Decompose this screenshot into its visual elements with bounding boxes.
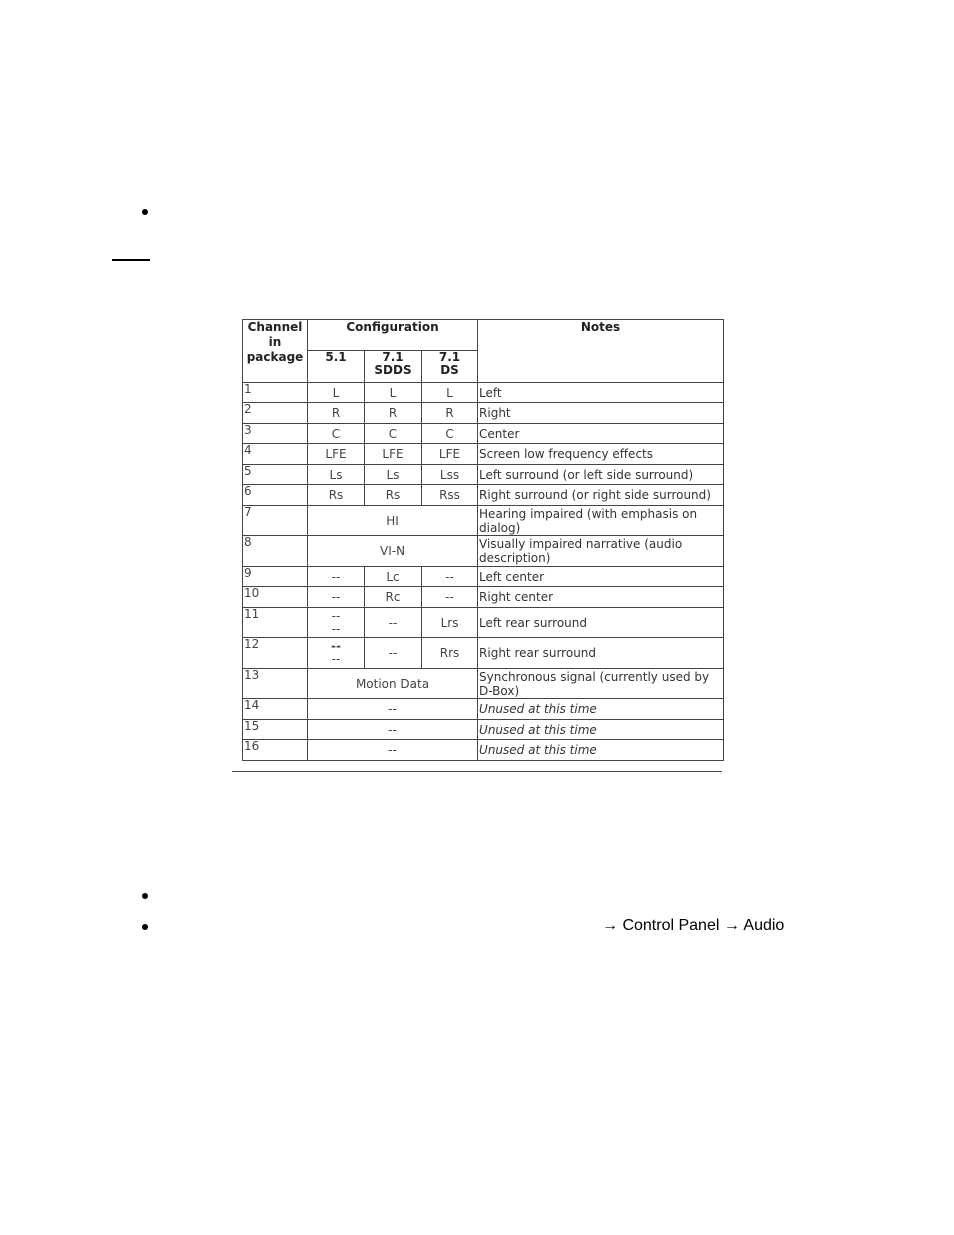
config-ds-value: --	[422, 567, 478, 587]
channel-note: Visually impaired narrative (audio description)	[478, 536, 724, 567]
config-5-1-value-line-2: --	[331, 652, 341, 666]
table-row	[243, 608, 724, 638]
table-row	[243, 424, 724, 444]
channel-note: Center	[478, 424, 724, 444]
channel-configuration-table-figure	[242, 319, 723, 761]
channel-note: Right	[478, 403, 724, 424]
channel-number: 7	[243, 506, 308, 536]
config-5-1-value	[308, 608, 365, 638]
table-row	[243, 699, 724, 720]
bullet-text-control-panel-audio: → Control Panel → Audio	[602, 917, 785, 934]
channel-number: 15	[243, 720, 308, 740]
header-config-7-1-sdds	[365, 351, 422, 383]
config-5-1-value: R	[308, 403, 365, 424]
config-sdds-value: Lc	[365, 567, 422, 587]
table-row	[243, 465, 724, 485]
config-sdds-value: Rc	[365, 587, 422, 608]
config-sdds-value: LFE	[365, 444, 422, 465]
channel-note: Left surround (or left side surround)	[478, 465, 724, 485]
channel-note: Unused at this time	[478, 740, 724, 761]
channel-number: 1	[243, 383, 308, 403]
header-config-7-1-ds	[422, 351, 478, 383]
table-row	[243, 720, 724, 740]
table-row	[243, 740, 724, 761]
config-5-1-value-line-2: --	[331, 621, 341, 636]
header-config-7-1-ds-label: 7.1 DS	[438, 350, 461, 377]
config-5-1-value: C	[308, 424, 365, 444]
config-sdds-value: L	[365, 383, 422, 403]
table-row	[243, 506, 724, 536]
table-row	[243, 638, 724, 669]
config-sdds-value: C	[365, 424, 422, 444]
channel-number: 16	[243, 740, 308, 761]
header-configuration: Configuration	[308, 320, 478, 351]
bullet-marker-top	[142, 209, 148, 215]
config-5-1-value: L	[308, 383, 365, 403]
config-all-value: --	[308, 740, 478, 761]
channel-note: Synchronous signal (currently used by D-Box)	[478, 669, 724, 699]
table-row	[243, 567, 724, 587]
channel-note: Unused at this time	[478, 699, 724, 720]
channel-number: 12	[243, 638, 308, 669]
channel-note: Left center	[478, 567, 724, 587]
channel-number: 4	[243, 444, 308, 465]
channel-configuration-table	[242, 319, 724, 761]
bullet-marker-1	[142, 893, 148, 899]
config-5-1-value: --	[308, 587, 365, 608]
channel-number: 13	[243, 669, 308, 699]
figure-bottom-rule	[232, 771, 722, 772]
channel-number: 2	[243, 403, 308, 424]
config-ds-value: L	[422, 383, 478, 403]
header-channel-in-package: Channel in package	[243, 320, 308, 383]
config-ds-value: --	[422, 587, 478, 608]
table-row	[243, 536, 724, 567]
config-ds-value: R	[422, 403, 478, 424]
config-ds-value: C	[422, 424, 478, 444]
channel-number: 11	[243, 608, 308, 638]
config-5-1-value: Ls	[308, 465, 365, 485]
config-sdds-value: R	[365, 403, 422, 424]
channel-note: Right surround (or right side surround)	[478, 485, 724, 506]
channel-note: Left rear surround	[478, 608, 724, 638]
config-ds-value: Rrs	[422, 638, 478, 669]
config-all-value: VI-N	[308, 536, 478, 567]
channel-note: Unused at this time	[478, 720, 724, 740]
channel-number: 9	[243, 567, 308, 587]
table-row	[243, 669, 724, 699]
table-header-row	[243, 320, 724, 351]
config-5-1-value-line-1: --	[331, 608, 341, 623]
table-row	[243, 403, 724, 424]
config-5-1-value	[308, 638, 365, 669]
channel-number: 10	[243, 587, 308, 608]
bullet-marker-2	[142, 924, 148, 930]
channel-number: 8	[243, 536, 308, 567]
channel-number: 14	[243, 699, 308, 720]
config-5-1-value: --	[308, 567, 365, 587]
channel-note: Screen low frequency effects	[478, 444, 724, 465]
table-row	[243, 444, 724, 465]
table-row	[243, 485, 724, 506]
config-5-1-value: Rs	[308, 485, 365, 506]
table-row	[243, 383, 724, 403]
config-all-value: --	[308, 720, 478, 740]
config-ds-value: Lrs	[422, 608, 478, 638]
channel-number: 6	[243, 485, 308, 506]
channel-number: 5	[243, 465, 308, 485]
underlined-label-fragment	[112, 259, 150, 261]
channel-note: Right center	[478, 587, 724, 608]
channel-note: Right rear surround	[478, 638, 724, 669]
header-config-5-1: 5.1	[308, 351, 365, 383]
header-notes: Notes	[478, 320, 724, 383]
config-ds-value: Lss	[422, 465, 478, 485]
config-sdds-value: --	[365, 608, 422, 638]
config-ds-value: Rss	[422, 485, 478, 506]
channel-note: Hearing impaired (with emphasis on dialog)	[478, 506, 724, 536]
config-sdds-value: --	[365, 638, 422, 669]
header-config-7-1-sdds-label: 7.1 SDDS	[374, 350, 412, 377]
config-sdds-value: Ls	[365, 465, 422, 485]
config-all-value: Motion Data	[308, 669, 478, 699]
table-row	[243, 587, 724, 608]
config-5-1-value: LFE	[308, 444, 365, 465]
channel-number: 3	[243, 424, 308, 444]
config-ds-value: LFE	[422, 444, 478, 465]
config-5-1-value-line-1: --	[331, 639, 341, 653]
channel-note: Left	[478, 383, 724, 403]
config-all-value: HI	[308, 506, 478, 536]
config-all-value: --	[308, 699, 478, 720]
config-sdds-value: Rs	[365, 485, 422, 506]
